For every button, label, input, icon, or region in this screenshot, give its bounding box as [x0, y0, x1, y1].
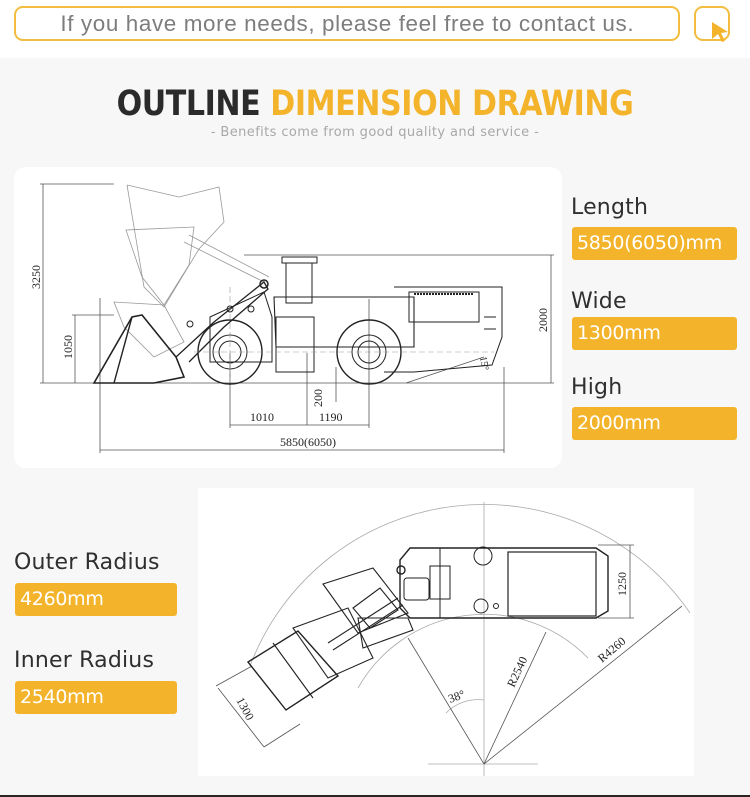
spec-inner-radius-value: 2540mm: [15, 681, 177, 714]
section-title: [53, 84, 698, 124]
spec-length-value: 5850(6050)mm: [572, 227, 737, 260]
spec-wide-label: Wide: [571, 289, 627, 314]
side-view-drawing: [14, 167, 562, 468]
contact-button[interactable]: [694, 6, 730, 41]
dim-1050: 1050: [61, 335, 75, 359]
dim-38deg: 38°: [446, 686, 467, 706]
spec-outer-radius-label: Outer Radius: [14, 550, 160, 575]
section-title-dark: OUTLINE: [116, 84, 261, 124]
cursor-click-icon: [710, 20, 732, 44]
spec-high-label: High: [571, 375, 623, 400]
dim-1190: 1190: [319, 410, 343, 424]
spec-outer-radius-value: 4260mm: [15, 583, 177, 616]
section-subtitle: - Benefits come from good quality and service -: [210, 125, 540, 140]
dim-1250: 1250: [615, 572, 629, 596]
spec-length-label: Length: [571, 195, 649, 220]
spec-wide-value: 1300mm: [572, 317, 737, 350]
dim-1010: 1010: [250, 410, 274, 424]
spec-inner-radius-label: Inner Radius: [14, 648, 155, 673]
dim-r4260: R4260: [594, 633, 629, 666]
dim-3250: 3250: [29, 265, 43, 289]
spec-high-value: 2000mm: [572, 407, 737, 440]
dim-5850: 5850(6050): [280, 435, 336, 449]
dim-1300: 1300: [233, 694, 257, 723]
turning-radius-drawing: [198, 488, 694, 776]
dim-2000: 2000: [536, 308, 550, 332]
contact-bar: [0, 0, 750, 58]
dim-200: 200: [311, 389, 325, 407]
contact-message-banner[interactable]: [14, 6, 680, 41]
contact-message: If you have more needs, please feel free to contact us.: [60, 10, 634, 36]
dim-r2540: R2540: [504, 654, 531, 690]
dim-15deg: 15°: [477, 355, 491, 372]
section-title-gold: DIMENSION DRAWING: [270, 84, 634, 124]
